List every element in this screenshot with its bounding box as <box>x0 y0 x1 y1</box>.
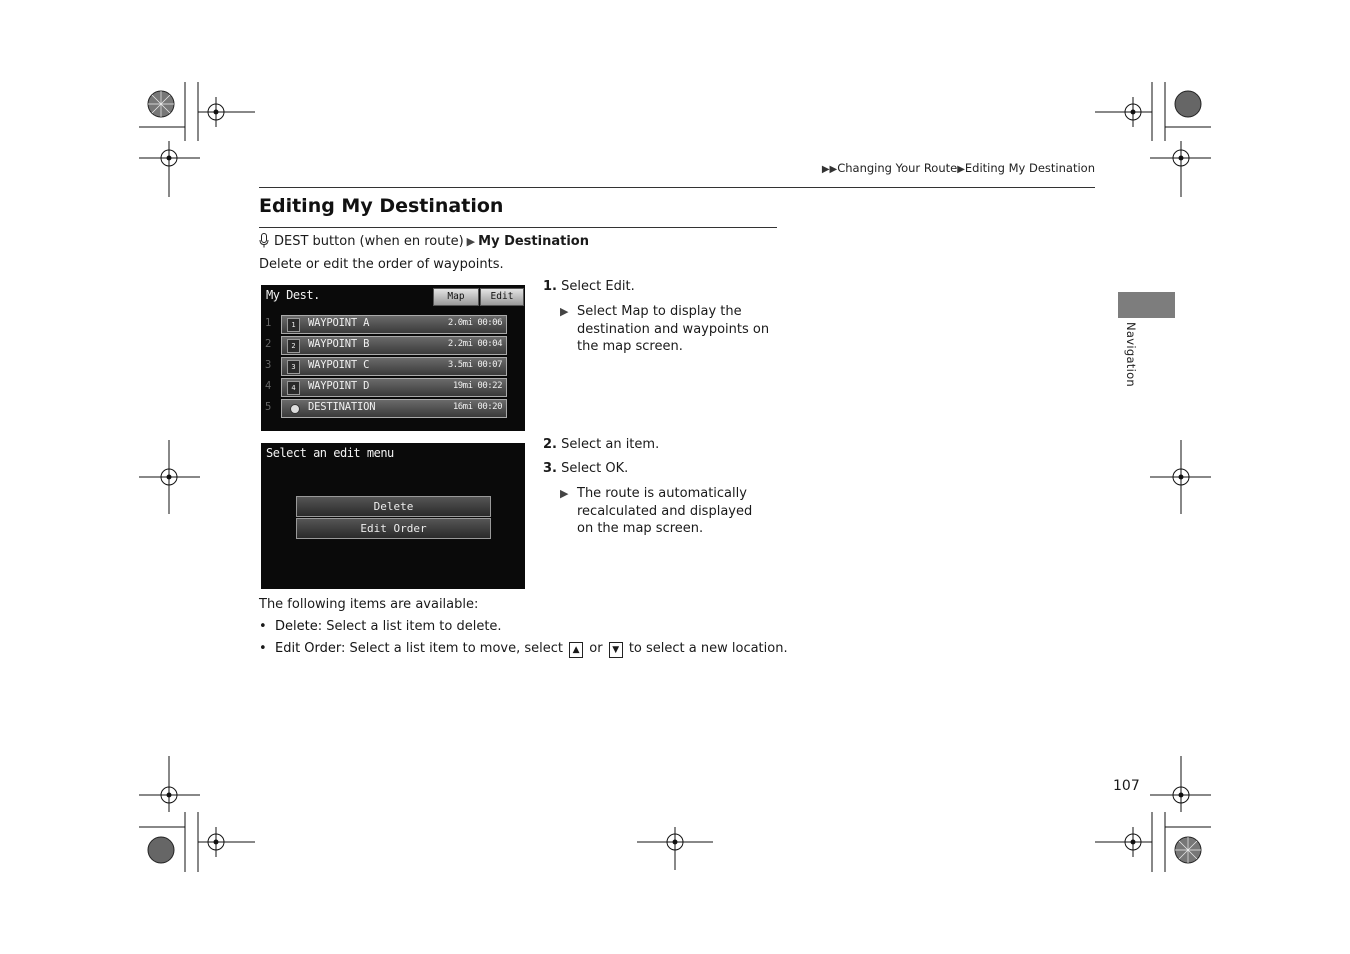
waypoint-name: WAYPOINT D <box>308 380 370 392</box>
note-text: to display the destination and waypoints on the map screen. <box>577 304 770 354</box>
row-number: 2 <box>265 338 272 350</box>
step-number: 3. <box>543 461 557 476</box>
title-rule <box>259 227 777 228</box>
waypoint-row[interactable] <box>281 378 507 397</box>
step-term: OK <box>605 461 625 476</box>
step-number: 1. <box>543 279 557 294</box>
bullet-term: Delete <box>275 619 318 634</box>
waypoint-row[interactable] <box>281 336 507 355</box>
edit-order-menu-item[interactable]: Edit Order <box>296 518 491 539</box>
map-button[interactable]: Map <box>433 288 479 306</box>
bullet-text: : Select a list item to delete. <box>317 619 502 634</box>
row-number: 3 <box>265 359 272 371</box>
menu-path-target: My Destination <box>478 234 589 249</box>
arrow-icon: ▶ <box>560 305 569 318</box>
intro-text: Delete or edit the order of waypoints. <box>259 257 504 272</box>
breadcrumb-part-1: Changing Your Route <box>837 161 958 175</box>
breadcrumb-separator: ▶ <box>957 164 965 175</box>
destination-row[interactable] <box>281 399 507 418</box>
header-rule <box>259 187 1095 188</box>
step-1-note <box>560 303 770 356</box>
waypoint-distance-time: 16mi 00:20 <box>452 402 502 412</box>
step-2 <box>543 437 659 452</box>
section-tab <box>1118 292 1175 318</box>
step-text: Select <box>561 461 606 476</box>
note-text: Select <box>577 304 622 319</box>
step-3 <box>543 461 628 476</box>
bullet-edit-order <box>259 641 788 658</box>
flag-icon: 2 <box>287 339 300 353</box>
microphone-icon <box>259 233 269 248</box>
row-number: 5 <box>265 401 272 413</box>
section-label: Navigation <box>1124 322 1138 388</box>
waypoint-distance-time: 2.2mi 00:04 <box>447 339 502 349</box>
note-term: Map <box>621 304 649 319</box>
row-number: 1 <box>265 317 272 329</box>
screen-title: Select an edit menu <box>266 446 394 460</box>
step-1 <box>543 279 635 294</box>
note-text: The route is automatically recalculated and displayed on the map screen. <box>577 486 753 536</box>
menu-path-prefix: DEST button (when en route) <box>274 234 464 249</box>
edit-menu-screenshot <box>261 443 525 589</box>
waypoint-name: WAYPOINT A <box>308 317 370 329</box>
screen-title: My Dest. <box>266 288 320 302</box>
waypoint-distance-time: 2.0mi 00:06 <box>447 318 502 328</box>
edit-button[interactable]: Edit <box>480 288 524 306</box>
flag-icon: 1 <box>287 318 300 332</box>
bullet-text: or <box>585 641 607 656</box>
bullet-term: Edit Order <box>275 641 342 656</box>
bullet-dot: • <box>259 619 267 634</box>
waypoint-distance-time: 19mi 00:22 <box>452 381 502 391</box>
waypoint-name: WAYPOINT B <box>308 338 370 350</box>
flag-icon: 3 <box>287 360 300 374</box>
menu-path-arrow: ▶ <box>466 235 476 248</box>
bullet-text: to select a new location. <box>624 641 788 656</box>
waypoint-name: WAYPOINT C <box>308 359 370 371</box>
step-text: Select an item. <box>561 437 660 452</box>
bullet-dot: • <box>259 641 267 656</box>
breadcrumb-part-2: Editing My Destination <box>964 161 1095 175</box>
flag-icon: 4 <box>287 381 300 395</box>
waypoint-row[interactable] <box>281 357 507 376</box>
breadcrumb-arrows: ▶▶ <box>821 164 838 175</box>
row-number: 4 <box>265 380 272 392</box>
waypoint-name: DESTINATION <box>308 401 376 413</box>
my-dest-screenshot <box>261 285 525 431</box>
up-arrow-icon: ▲ <box>569 642 583 658</box>
breadcrumb <box>822 161 1095 175</box>
step-number: 2. <box>543 437 557 452</box>
waypoint-distance-time: 3.5mi 00:07 <box>447 360 502 370</box>
page-title: Editing My Destination <box>259 195 504 217</box>
bullet-delete <box>259 619 502 634</box>
bullet-text: : Select a list item to move, select <box>341 641 568 656</box>
arrow-icon: ▶ <box>560 487 569 500</box>
step-3-note <box>560 485 770 538</box>
waypoint-row[interactable] <box>281 315 507 334</box>
menu-path <box>259 233 589 249</box>
down-arrow-icon: ▼ <box>609 642 623 658</box>
step-text: Select <box>561 279 606 294</box>
step-text: . <box>624 461 629 476</box>
step-term: Edit <box>605 279 631 294</box>
page-number: 107 <box>1113 778 1140 794</box>
step-text: . <box>630 279 635 294</box>
available-intro: The following items are available: <box>259 597 479 612</box>
delete-menu-item[interactable]: Delete <box>296 496 491 517</box>
destination-icon <box>290 404 300 414</box>
